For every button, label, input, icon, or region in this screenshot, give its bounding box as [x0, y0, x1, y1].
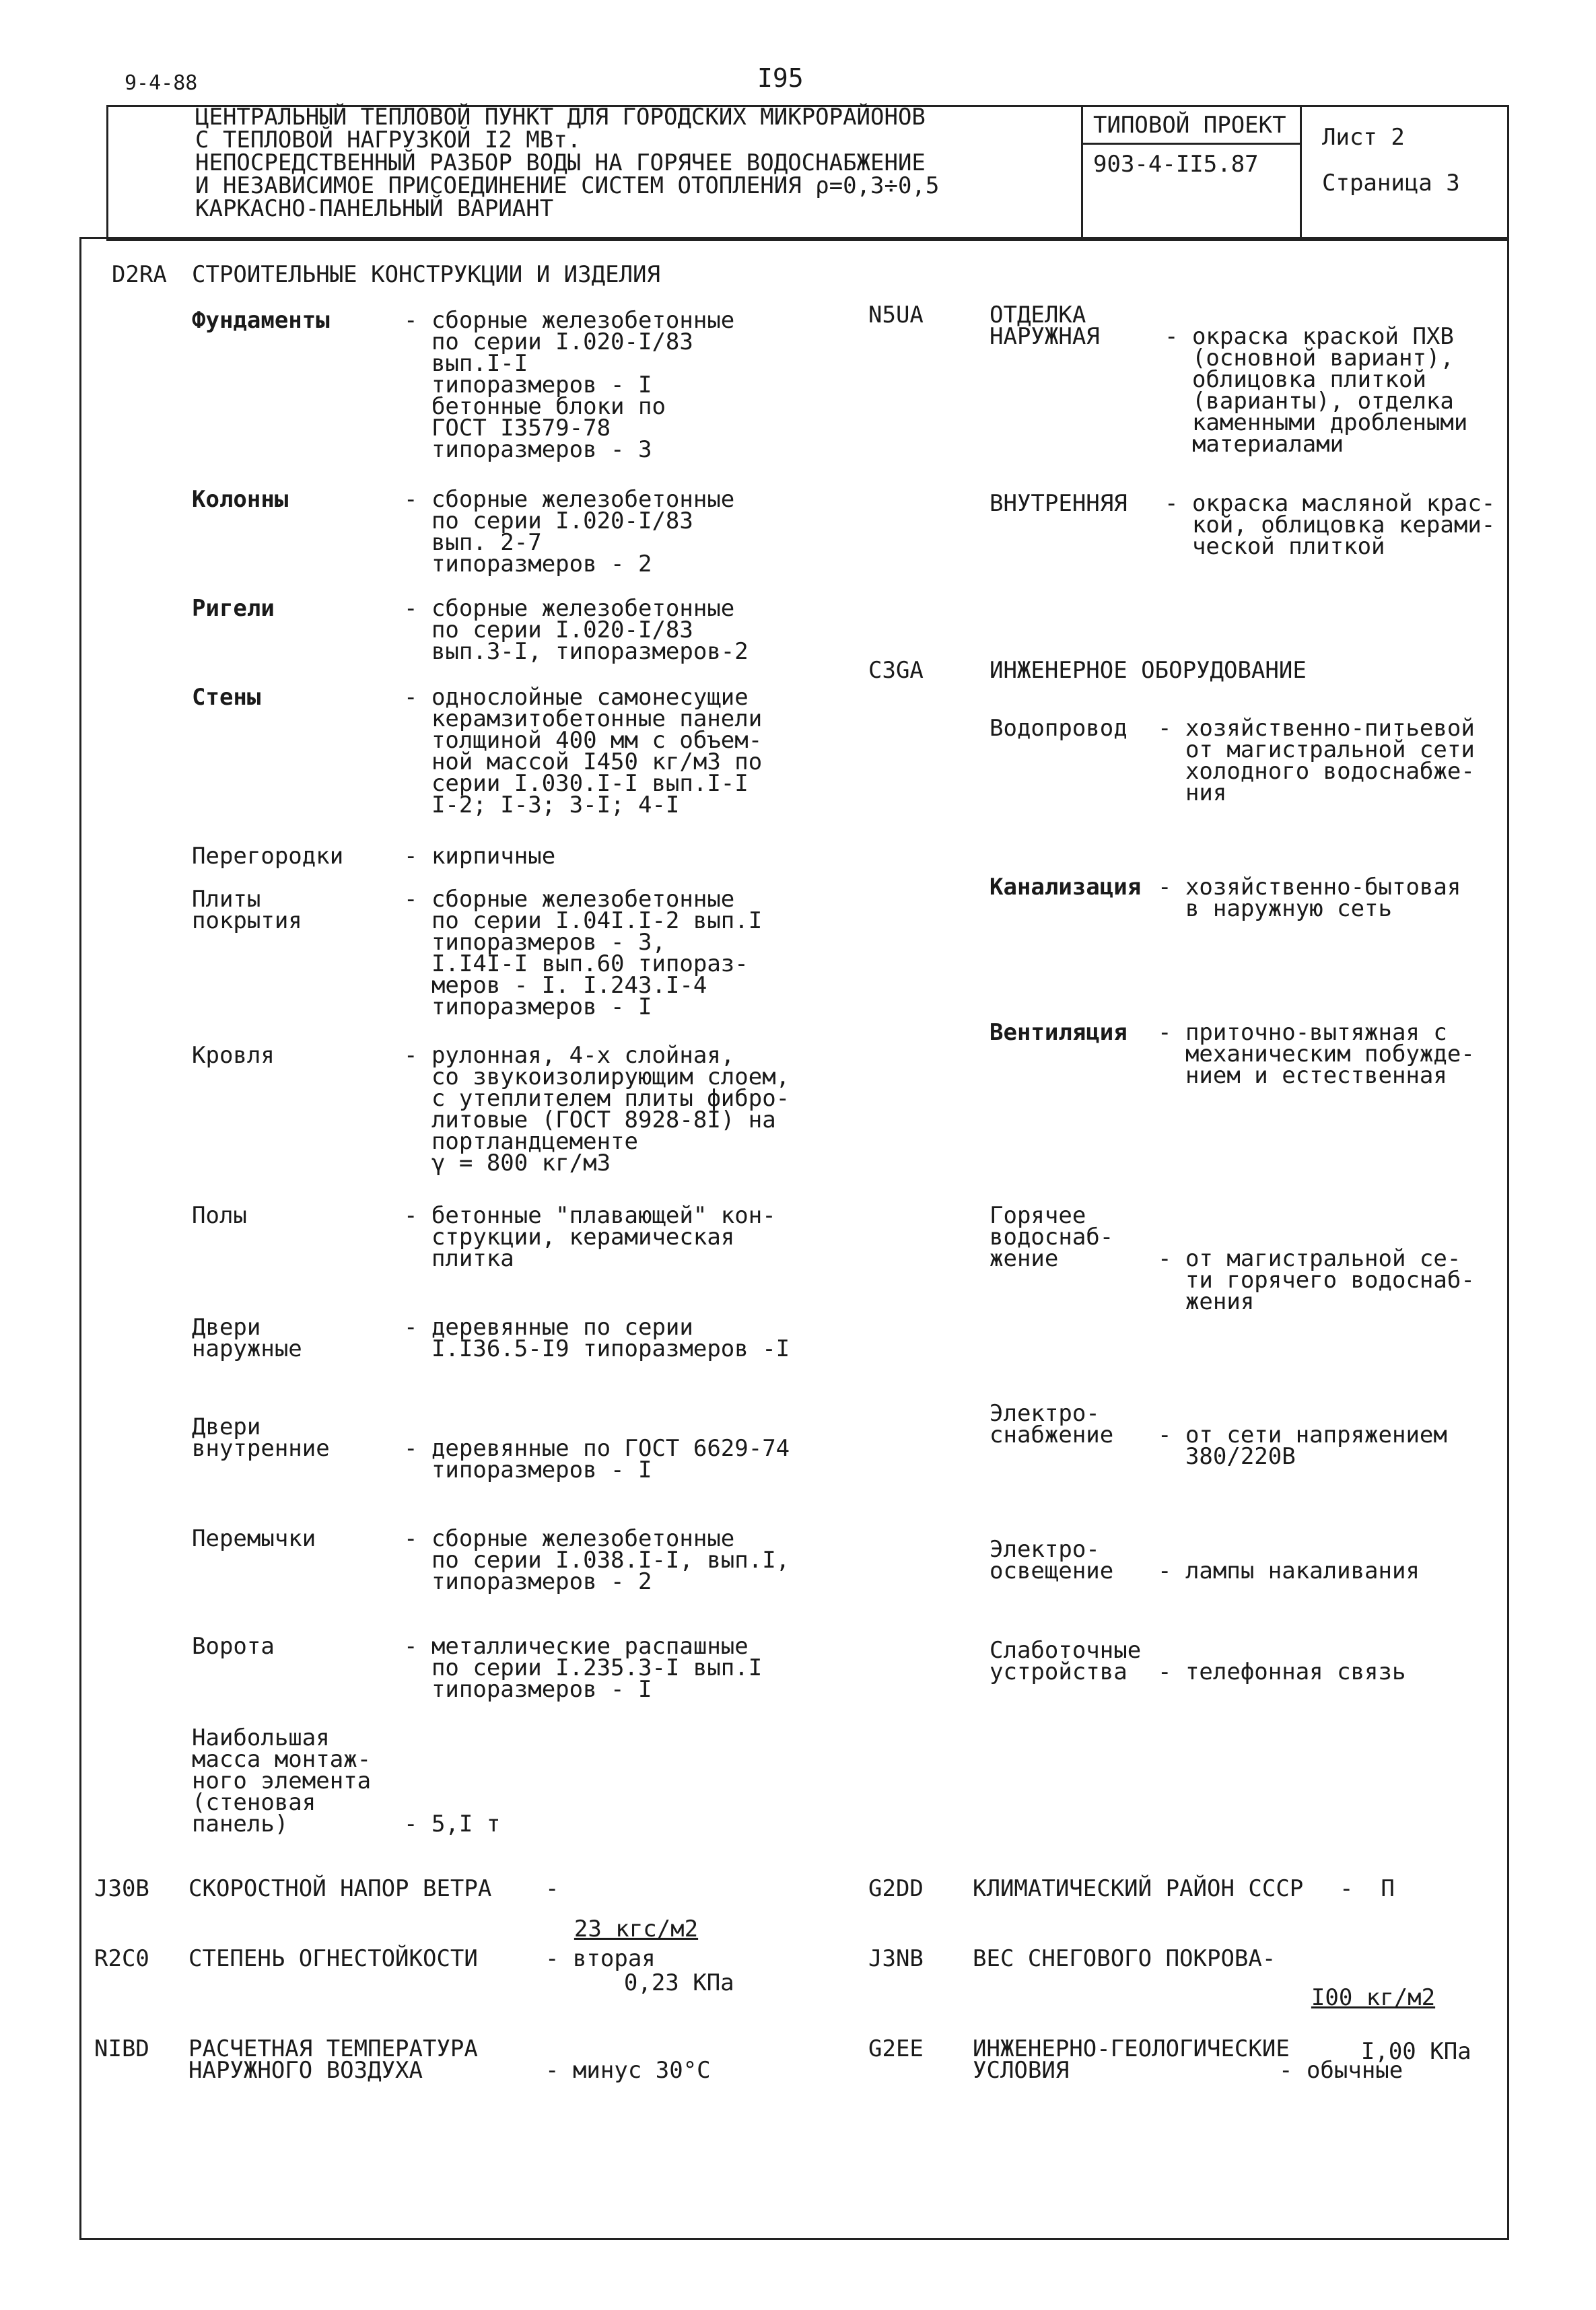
- param-label: СТЕПЕНЬ ОГНЕСТОЙКОСТИ: [188, 1945, 478, 1972]
- title-divider-2: [1300, 105, 1302, 239]
- param-label: ВЕС СНЕГОВОГО ПОКРОВА-: [973, 1945, 1276, 1972]
- param-value: - П: [1340, 1875, 1395, 1902]
- page-label: Страница 3: [1322, 170, 1460, 197]
- param-label: ИНЖЕНЕРНО-ГЕОЛОГИЧЕСКИЕ УСЛОВИЯ: [973, 2035, 1290, 2084]
- item-text: - бетонные "плавающей" кон- струкции, керамическая плитка: [404, 1202, 776, 1272]
- fraction-numerator: I00 кг/м2: [1311, 1984, 1436, 2011]
- equip-text: - от магистральной се- ти горячего водоснаб- жения: [1158, 1245, 1475, 1315]
- param-value: - минус 30°С: [545, 2057, 711, 2084]
- param-code: R2C0: [94, 1945, 149, 1972]
- item-text: - однослойные самонесущие керамзитобетонные панели толщиной 400 мм с объем- ной массой I450 кг/м3 по серии I.030.I-I вып.I-I I-2; I-3; 3-I; 4-I: [404, 684, 763, 818]
- item-text: - сборные железобетонные по серии I.020-I/83 вып.3-I, типоразмеров-2: [404, 595, 749, 665]
- item-label: Ворота: [192, 1633, 275, 1660]
- title-line: ЦЕНТРАЛЬНЫЙ ТЕПЛОВОЙ ПУНКТ ДЛЯ ГОРОДСКИХ МИКРОРАЙОНОВ: [195, 104, 926, 131]
- param-label: СКОРОСТНОЙ НАПОР ВЕТРА: [188, 1875, 492, 1902]
- sheet-label: Лист 2: [1322, 124, 1405, 151]
- section-heading: СТРОИТЕЛЬНЫЕ КОНСТРУКЦИИ И ИЗДЕЛИЯ: [192, 261, 660, 288]
- title-divider-1: [1081, 105, 1083, 239]
- item-label: Стены: [192, 684, 261, 711]
- equip-label: Горячее водоснаб- жение: [990, 1202, 1114, 1272]
- param-value: - вторая: [545, 1945, 656, 1972]
- fraction-numerator: 23 кгс/м2: [574, 1916, 699, 1943]
- item-label: Полы: [192, 1202, 247, 1229]
- item-label: Двери наружные: [192, 1314, 302, 1362]
- finish-outer-label: ОТДЕЛКА НАРУЖНАЯ: [990, 302, 1100, 350]
- item-text: - сборные железобетонные по серии I.020-I/83 вып.I-I типоразмеров - I бетонные блоки по ГОСТ I3579-78 типоразмеров - 3: [404, 307, 735, 463]
- item-label: Перегородки: [192, 843, 344, 870]
- item-label: Перемычки: [192, 1525, 316, 1552]
- param-label: КЛИМАТИЧЕСКИЙ РАЙОН СССР: [973, 1875, 1304, 1902]
- item-label: Ригели: [192, 595, 275, 622]
- wind-fraction: [569, 1862, 734, 2023]
- item-text: - деревянные по ГОСТ 6629-74 типоразмеров - I: [404, 1435, 790, 1483]
- equip-text: - лампы накаливания: [1158, 1558, 1420, 1584]
- param-label: РАСЧЕТНАЯ ТЕМПЕРАТУРА НАРУЖНОГО ВОЗДУХА: [188, 2035, 478, 2084]
- item-text: - рулонная, 4-х слойная, со звукоизолирующим слоем, с утеплителем плиты фибро- литовые (ГОСТ 8928-8I) на портландцементе γ = 800 кг/м3: [404, 1042, 790, 1177]
- param-value: - обычные: [1279, 2057, 1403, 2084]
- item-text: - 5,I т: [404, 1811, 501, 1838]
- finish-outer-text: - окраска краской ПХВ (основной вариант), облицовка плиткой (варианты), отделка каменными дроблеными материалами: [1165, 323, 1468, 458]
- equip-label: Вентиляция: [990, 1019, 1127, 1046]
- section-code: D2RA: [112, 261, 167, 288]
- param-code: NIBD: [94, 2035, 149, 2062]
- item-text: - сборные железобетонные по серии I.038.I-I, вып.I, типоразмеров - 2: [404, 1525, 790, 1595]
- equipment-heading: ИНЖЕНЕРНОЕ ОБОРУДОВАНИЕ: [990, 657, 1307, 684]
- equipment-code: C3GA: [868, 657, 924, 684]
- finish-inner-text: - окраска масляной крас- кой, облицовка керами- ческой плиткой: [1165, 490, 1496, 560]
- param-code: G2DD: [868, 1875, 924, 1902]
- project-label: ТИПОВОЙ ПРОЕКТ: [1093, 112, 1286, 139]
- title-line: С ТЕПЛОВОЙ НАГРУЗКОЙ I2 МВт.: [195, 127, 582, 153]
- fraction-denominator: 0,23 КПа: [623, 1969, 734, 1996]
- title-line: КАРКАСНО-ПАНЕЛЬНЫЙ ВАРИАНТ: [195, 195, 554, 222]
- item-label: Кровля: [192, 1042, 275, 1069]
- item-text: - сборные железобетонные по серии I.04I.I-2 вып.I типоразмеров - 3, I.I4I-I вып.60 типораз- меров - I. I.243.I-4 типоразмеров - I: [404, 886, 763, 1020]
- title-divider-3: [1081, 143, 1302, 145]
- project-number: 903-4-II5.87: [1093, 151, 1259, 178]
- equip-text: - от сети напряжением 380/220В: [1158, 1422, 1447, 1470]
- item-label: Плиты покрытия: [192, 886, 302, 934]
- item-text: - металлические распашные по серии I.235.3-I вып.I типоразмеров - I: [404, 1633, 763, 1703]
- equip-label: Водопровод: [990, 715, 1127, 742]
- item-text: - деревянные по серии I.I36.5-I9 типоразмеров -I: [404, 1314, 790, 1362]
- equip-label: Электро- освещение: [990, 1536, 1114, 1584]
- item-label: Двери внутренние: [192, 1413, 330, 1462]
- title-line: НЕПОСРЕДСТВЕННЫЙ РАЗБОР ВОДЫ НА ГОРЯЧЕЕ ВОДОСНАБЖЕНИЕ: [195, 149, 926, 176]
- item-label: Колонны: [192, 486, 289, 513]
- equip-text: - хозяйственно-бытовая в наружную сеть: [1158, 874, 1461, 922]
- finish-code: N5UA: [868, 302, 924, 328]
- param-code: J30B: [94, 1875, 149, 1902]
- param-dash: -: [545, 1875, 559, 1902]
- param-code: J3NB: [868, 1945, 924, 1972]
- equip-label: Слаботочные устройства: [990, 1637, 1142, 1685]
- title-line: И НЕЗАВИСИМОЕ ПРИСОЕДИНЕНИЕ СИСТЕМ ОТОПЛЕНИЯ ρ=0,3÷0,5: [195, 172, 940, 199]
- equip-text: - телефонная связь: [1158, 1658, 1406, 1685]
- equip-text: - хозяйственно-питьевой от магистральной сети холодного водоснабже- ния: [1158, 715, 1475, 806]
- param-code: G2EE: [868, 2035, 924, 2062]
- equip-label: Электро- снабжение: [990, 1400, 1114, 1448]
- item-text: - сборные железобетонные по серии I.020-I/83 вып. 2-7 типоразмеров - 2: [404, 486, 735, 578]
- equip-text: - приточно-вытяжная с механическим побужде- нием и естественная: [1158, 1019, 1475, 1089]
- finish-inner-label: ВНУТРЕННЯЯ: [990, 490, 1127, 517]
- item-label: Наибольшая масса монтаж- ного элемента (стеновая панель): [192, 1724, 372, 1838]
- item-text: - кирпичные: [404, 843, 556, 870]
- item-label: Фундаменты: [192, 307, 330, 334]
- page-number: I95: [757, 63, 804, 93]
- equip-label: Канализация: [990, 874, 1142, 901]
- fraction-denominator: I,00 КПа: [1360, 2038, 1471, 2065]
- doc-code: 9-4-88: [125, 71, 198, 95]
